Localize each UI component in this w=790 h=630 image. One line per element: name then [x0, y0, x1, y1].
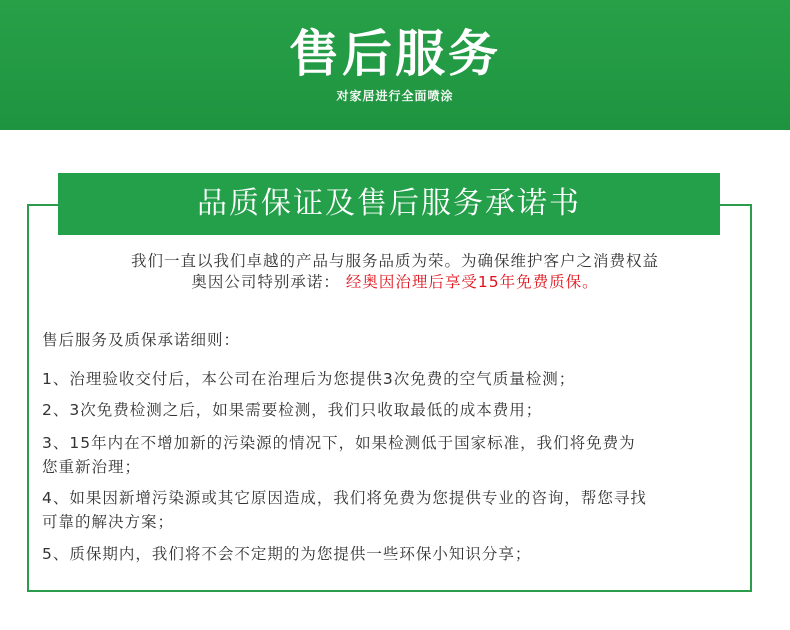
- rule-item-2: 2、3次免费检测之后，如果需要检测，我们只收取最低的成本费用；: [42, 401, 543, 419]
- banner-subtitle: 对家居进行全面喷涂: [336, 89, 454, 103]
- intro-line-2-prefix: 奥因公司特别承诺：: [191, 273, 340, 291]
- frame-top-edge-left: [27, 204, 62, 206]
- rules-heading: 售后服务及质保承诺细则：: [42, 331, 241, 349]
- rule-item-5: 5、质保期内，我们将不会不定期的为您提供一些环保小知识分享；: [42, 545, 532, 563]
- rule-item-1: 1、治理验收交付后，本公司在治理后为您提供3次免费的空气质量检测；: [42, 370, 576, 388]
- banner-title: 售后服务: [289, 25, 501, 83]
- rule-item-4-continued: 可靠的解决方案；: [42, 513, 175, 531]
- header-banner: [0, 0, 790, 130]
- warranty-highlight: 经奥因治理后享受15年免费质保。: [345, 273, 599, 291]
- rule-item-3-continued: 您重新治理；: [42, 458, 142, 476]
- rule-item-3: 3、15年内在不增加新的污染源的情况下，如果检测低于国家标准，我们将免费为: [42, 434, 636, 452]
- rule-item-4: 4、如果因新增污染源或其它原因造成，我们将免费为您提供专业的咨询，帮您寻找: [42, 489, 647, 507]
- intro-line-2: [40, 271, 750, 293]
- intro-line-1: 我们一直以我们卓越的产品与服务品质为荣。为确保维护客户之消费权益: [130, 252, 659, 270]
- certificate-title: 品质保证及售后服务承诺书: [58, 173, 720, 235]
- frame-top-edge-right: [719, 204, 752, 206]
